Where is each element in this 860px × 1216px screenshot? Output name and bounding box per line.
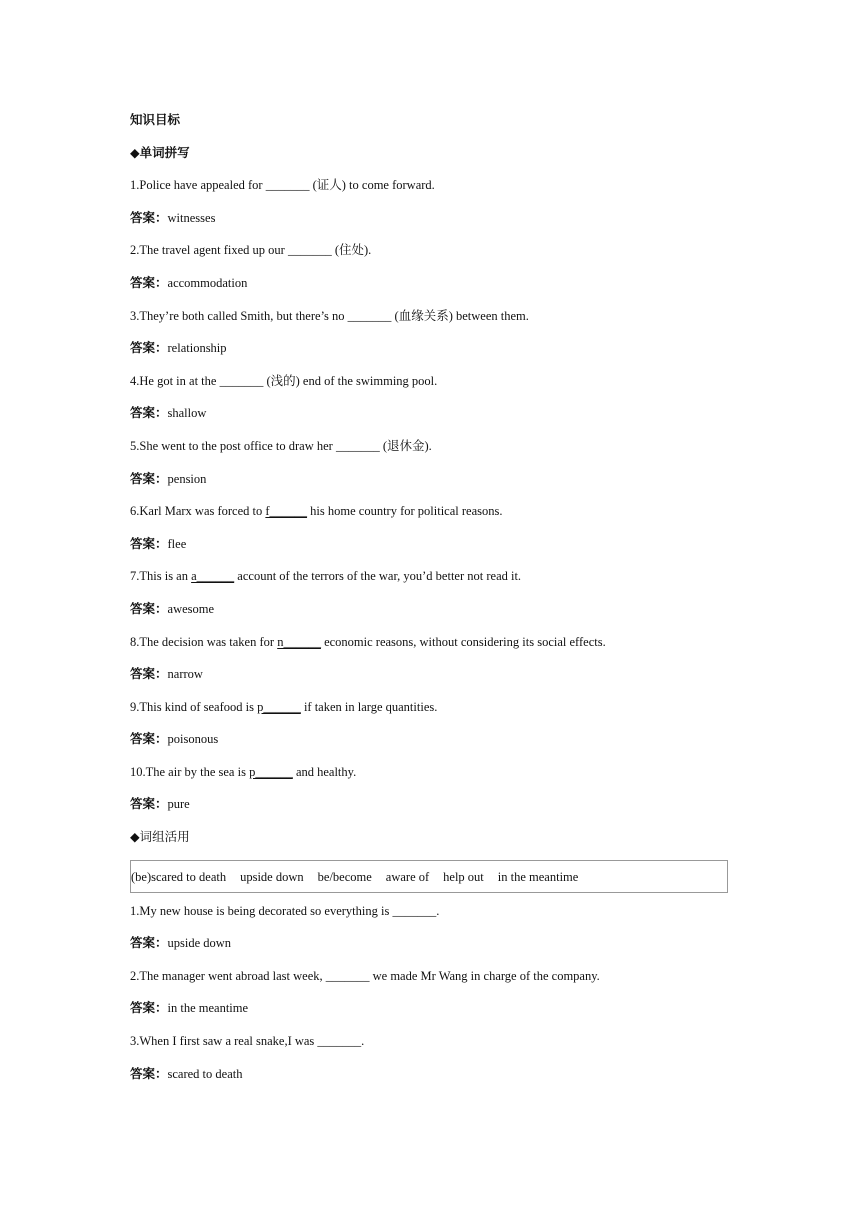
phrase-option: aware of: [385, 869, 430, 884]
answer-line: [130, 467, 730, 500]
phrase-box: [130, 860, 728, 893]
question-line: [130, 173, 730, 206]
question-text-after: (浅的) end of the swimming pool.: [263, 373, 438, 388]
answer-blank: p______: [249, 764, 293, 779]
answer-text: upside down: [167, 936, 232, 951]
question-number: 7.: [130, 569, 140, 584]
question-number: 2.: [130, 243, 140, 258]
answer-text: witnesses: [167, 210, 216, 225]
answer-line: [130, 792, 730, 825]
answer-label: 答案：: [130, 275, 168, 290]
answer-label: 答案：: [130, 406, 168, 421]
answer-label: 答案：: [130, 601, 168, 616]
answer-label: 答案：: [130, 341, 168, 356]
answer-label: 答案：: [130, 667, 168, 682]
question-line: [130, 630, 730, 663]
answer-line: [130, 597, 730, 630]
question-line: [130, 564, 730, 597]
answer-label: 答案：: [130, 210, 168, 225]
answer-line: [130, 1062, 730, 1095]
question-line: [130, 1029, 730, 1062]
answer-label: 答案：: [130, 797, 168, 812]
answer-line: [130, 662, 730, 695]
question-number: 5.: [130, 438, 140, 453]
phrase-option: be/become: [317, 869, 372, 884]
answer-text: pension: [167, 471, 207, 486]
answer-text: pure: [167, 797, 190, 812]
phrase-option: (be)scared to death: [131, 869, 227, 884]
answer-text: flee: [167, 536, 187, 551]
answer-blank: n______: [277, 634, 321, 649]
answer-text: accommodation: [167, 275, 248, 290]
answer-line: [130, 271, 730, 304]
question-text-after: his home country for political reasons.: [307, 504, 503, 519]
question-text-before: Police have appealed for: [139, 178, 266, 193]
question-number: 3.: [130, 1034, 140, 1049]
answer-text: scared to death: [167, 1066, 243, 1081]
answer-label: 答案：: [130, 1066, 168, 1081]
answer-line: [130, 206, 730, 239]
question-text-after: (证人) to come forward.: [309, 178, 435, 193]
question-text-before: This is an: [139, 569, 192, 584]
question-line: [130, 304, 730, 337]
question-number: 1.: [130, 178, 140, 193]
question-number: 10.: [130, 764, 146, 779]
answer-label: 答案：: [130, 536, 168, 551]
answer-line: [130, 727, 730, 760]
phrase-option: in the meantime: [497, 869, 579, 884]
question-text-after: account of the terrors of the war, you’d better not read it.: [234, 569, 522, 584]
question-text: My new house is being decorated so everything is _______.: [139, 903, 440, 918]
answer-text: relationship: [167, 341, 227, 356]
answer-text: awesome: [167, 601, 215, 616]
answer-label: 答案：: [130, 471, 168, 486]
question-text-before: This kind of seafood is: [139, 699, 258, 714]
question-number: 1.: [130, 903, 140, 918]
answer-blank: p______: [257, 699, 301, 714]
section-heading-phrases: ◆词组活用: [130, 830, 190, 845]
question-number: 3.: [130, 308, 140, 323]
question-line: [130, 760, 730, 793]
question-line: [130, 695, 730, 728]
section-heading-spelling: ◆单词拼写: [130, 145, 190, 160]
phrase-option: upside down: [240, 869, 304, 884]
document-content: [130, 108, 730, 1094]
answer-blank: _______: [347, 308, 392, 323]
question-number: 4.: [130, 373, 140, 388]
question-number: 6.: [130, 504, 140, 519]
answer-line: [130, 401, 730, 434]
phrase-option: help out: [443, 869, 484, 884]
question-text-after: if taken in large quantities.: [300, 699, 438, 714]
answer-text: narrow: [167, 667, 203, 682]
question-number: 8.: [130, 634, 140, 649]
question-text: When I first saw a real snake,I was _______.: [139, 1034, 365, 1049]
phrase-exercise-list: [130, 899, 730, 1095]
question-text-before: He got in at the: [139, 373, 220, 388]
question-line: [130, 369, 730, 402]
question-number: 2.: [130, 968, 140, 983]
answer-blank: _______: [219, 373, 264, 388]
question-line: [130, 238, 730, 271]
question-text-after: (退休金).: [379, 438, 432, 453]
question-line: [130, 964, 730, 997]
answer-text: poisonous: [167, 732, 219, 747]
question-line: [130, 899, 730, 932]
question-text-before: The decision was taken for: [139, 634, 278, 649]
answer-line: [130, 336, 730, 369]
answer-blank: _______: [265, 178, 310, 193]
answer-label: 答案：: [130, 936, 168, 951]
answer-line: [130, 996, 730, 1029]
question-text: The manager went abroad last week, _______ we made Mr Wang in charge of the company.: [139, 968, 600, 983]
question-text-after: (住处).: [331, 243, 372, 258]
question-number: 9.: [130, 699, 140, 714]
answer-blank: f______: [265, 504, 308, 519]
question-line: [130, 434, 730, 467]
question-text-before: The travel agent fixed up our: [139, 243, 288, 258]
question-line: [130, 499, 730, 532]
answer-text: shallow: [167, 406, 207, 421]
answer-line: [130, 931, 730, 964]
answer-line: [130, 532, 730, 565]
question-text-before: The air by the sea is: [145, 764, 250, 779]
answer-label: 答案：: [130, 1001, 168, 1016]
question-text-after: (血缘关系) between them.: [391, 308, 529, 323]
question-text-before: She went to the post office to draw her: [139, 438, 336, 453]
answer-text: in the meantime: [167, 1001, 249, 1016]
question-text-before: Karl Marx was forced to: [139, 504, 266, 519]
question-text-after: economic reasons, without considering its social effects.: [320, 634, 606, 649]
page-title: 知识目标: [130, 113, 181, 127]
answer-blank: _______: [287, 243, 332, 258]
question-text-after: and healthy.: [292, 764, 357, 779]
answer-label: 答案：: [130, 732, 168, 747]
answer-blank: _______: [335, 438, 380, 453]
spelling-exercise-list: [130, 173, 730, 825]
answer-blank: a______: [191, 569, 235, 584]
question-text-before: They’re both called Smith, but there’s no: [139, 308, 348, 323]
